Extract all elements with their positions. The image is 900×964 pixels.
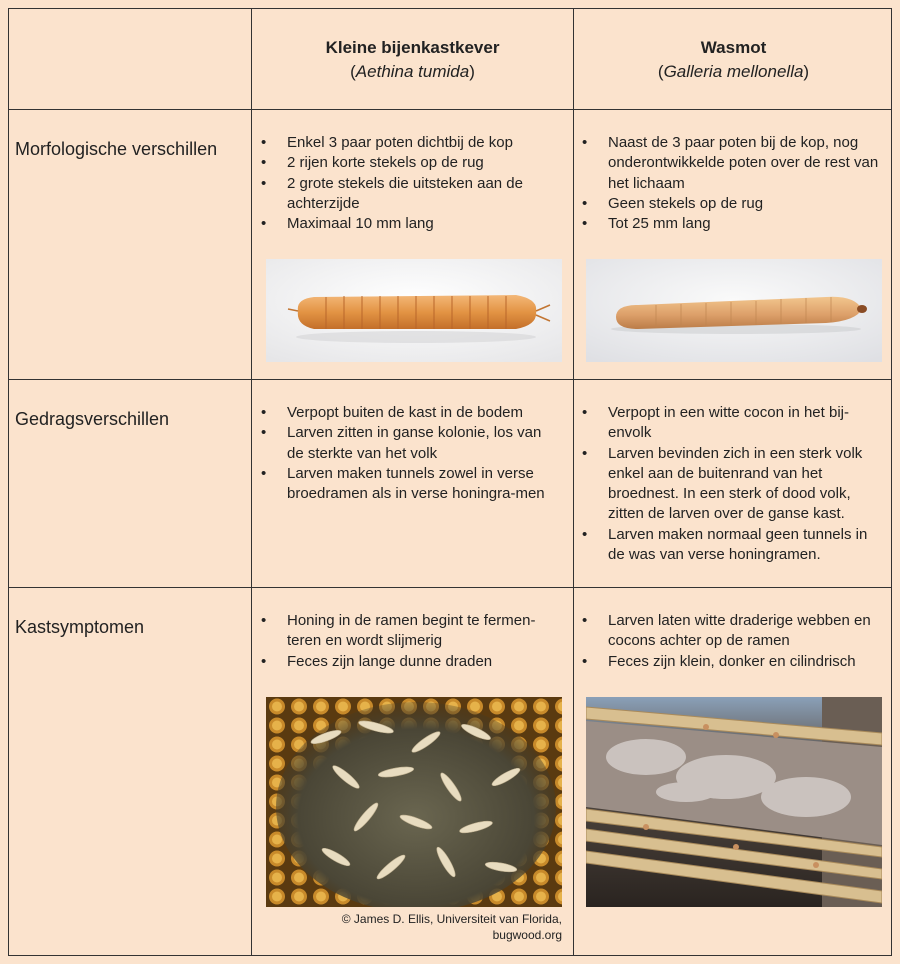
row-label-hive-symptoms: Kastsymptomen [15,617,145,637]
list-item: • Enkel 3 paar poten dichtbij de kop [259,133,559,153]
list-item: • Larven maken normaal geen tunnels in de was van verse honingramen. [580,525,888,566]
list-item: • Naast de 3 paar poten bij de kop, nog onderontwikkelde poten over de rest van het lichaam [580,133,888,194]
list-item: • Larven maken tunnels zowel in verse broedramen als in verse honingra-men [259,464,559,505]
photo-credit-line-1: © James D. Ellis, Universiteit van Florida, [341,912,562,926]
photo-credit [266,911,562,943]
column-latin-1: (Aethina tumida) [350,62,475,81]
list-item: • Feces zijn klein, donker en cilindrisch [580,652,888,672]
list-item: • 2 rijen korte stekels op de rug [259,153,559,173]
list-item: • Larven laten witte draderige webben en cocons achter op de ramen [580,611,888,652]
row-divider-3 [9,587,891,588]
list-item: • Tot 25 mm lang [580,214,888,234]
list-item: • Verpopt buiten de kast in de bodem [259,403,559,423]
morphology-list-beetle [259,133,559,234]
photo-credit-line-2: bugwood.org [492,928,562,942]
behaviour-list-moth [580,403,888,565]
column-divider-1 [251,9,252,955]
column-latin-2: (Galleria mellonella) [657,62,810,81]
hive-symptoms-list-moth [580,611,888,672]
honeycomb-beetle-larvae-photo [266,697,562,907]
latin-name-1: Aethina tumida [355,62,470,81]
row-label-behaviour: Gedragsverschillen [15,409,170,429]
row-label-morphology: Morfologische verschillen [15,139,218,159]
column-title-1: Kleine bijenkastkever [325,38,500,57]
list-item: • Feces zijn lange dunne draden [259,652,559,672]
morphology-list-moth [580,133,888,234]
list-item: • Larven bevinden zich in een sterk volk enkel aan de buitenrand van het broednest. In een sterk of dood volk, zitten de larven over de ganse kast. [580,444,888,525]
column-header-small-hive-beetle [252,36,573,84]
list-item: • Geen stekels op de rug [580,194,888,214]
wax-moth-larva-photo [586,259,882,362]
comparison-table [8,8,892,956]
beetle-larva-photo [266,259,562,362]
list-item: • 2 grote stekels die uitsteken aan de achterzijde [259,174,559,215]
latin-name-2: Galleria mellonella [663,62,804,81]
column-divider-2 [573,9,574,955]
list-item: • Larven zitten in ganse kolonie, los van de sterkte van het volk [259,423,559,464]
hive-symptoms-list-beetle [259,611,559,672]
column-header-wax-moth [574,36,893,84]
row-divider-2 [9,379,891,380]
list-item: • Maximaal 10 mm lang [259,214,559,234]
list-item: • Honing in de ramen begint te fermen-teren en wordt slijmerig [259,611,559,652]
row-divider-1 [9,109,891,110]
list-item: • Verpopt in een witte cocon in het bij-envolk [580,403,888,444]
behaviour-list-beetle [259,403,559,504]
column-title-2: Wasmot [700,38,767,57]
hive-frames-webbing-photo [586,697,882,907]
